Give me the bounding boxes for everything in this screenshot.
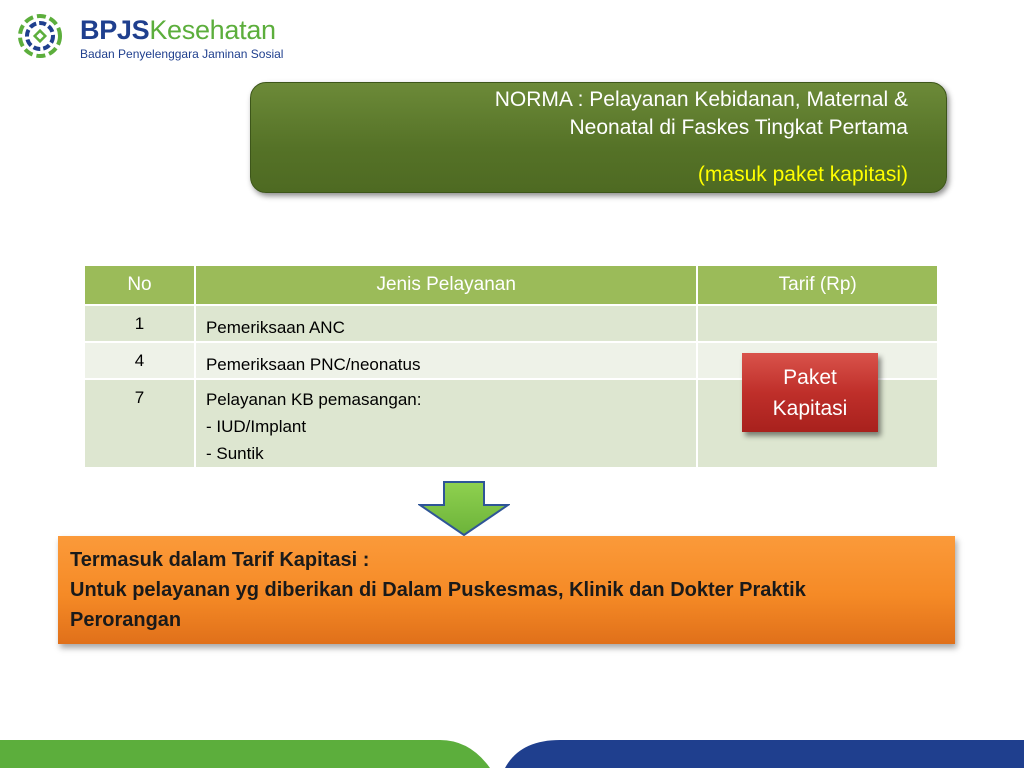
- note-line-1: Termasuk dalam Tarif Kapitasi :: [70, 549, 370, 571]
- footer-stripes: [0, 736, 1024, 768]
- service-line: Pemeriksaan ANC: [205, 318, 345, 337]
- logo-brand-name: [80, 15, 276, 45]
- header-tarif: Tarif (Rp): [697, 265, 938, 305]
- logo-brand-kesehatan: Kesehatan: [149, 15, 276, 45]
- title-banner: [250, 82, 947, 193]
- cell-jenis: [195, 379, 697, 468]
- badge-line-1: Paket: [783, 365, 837, 389]
- service-name: [196, 343, 696, 378]
- title-subtitle: (masuk paket kapitasi): [697, 163, 908, 186]
- note-line-3: Perorangan: [70, 609, 182, 631]
- cell-no: [84, 305, 195, 342]
- title-line-2: Neonatal di Faskes Tingkat Pertama: [569, 116, 908, 139]
- bpjs-emblem-icon: [18, 14, 62, 58]
- service-line: Pelayanan KB pemasangan:: [205, 390, 422, 409]
- logo-subtitle: Badan Penyelenggara Jaminan Sosial: [80, 47, 284, 61]
- badge-line-2: Kapitasi: [772, 396, 848, 420]
- cell-jenis: [195, 342, 697, 379]
- cell-no: [84, 342, 195, 379]
- row-number: 1: [134, 314, 145, 333]
- cell-jenis: [195, 305, 697, 342]
- cell-no: [84, 379, 195, 468]
- service-name: [196, 380, 696, 467]
- header-no: No: [84, 265, 195, 305]
- header-jenis-pelayanan: Jenis Pelayanan: [195, 265, 697, 305]
- table-row: [84, 305, 938, 342]
- cell-tarif: [697, 305, 938, 342]
- down-arrow-icon: [418, 481, 510, 536]
- logo-brand-bpjs: BPJS: [80, 15, 150, 45]
- service-line: - Suntik: [205, 444, 264, 463]
- note-line-2: Untuk pelayanan yg diberikan di Dalam Puskesmas, Klinik dan Dokter Praktik: [70, 579, 806, 601]
- paket-kapitasi-badge: [742, 353, 878, 432]
- service-line: - IUD/Implant: [205, 417, 307, 436]
- bpjs-logo: [18, 14, 308, 64]
- row-number: 7: [134, 388, 145, 407]
- service-name: [196, 306, 696, 341]
- table-header-row: [84, 265, 938, 305]
- row-number: 4: [134, 351, 145, 370]
- title-line-1: NORMA : Pelayanan Kebidanan, Maternal &: [494, 88, 908, 111]
- service-line: Pemeriksaan PNC/neonatus: [205, 355, 421, 374]
- kapitasi-note-box: [58, 536, 955, 644]
